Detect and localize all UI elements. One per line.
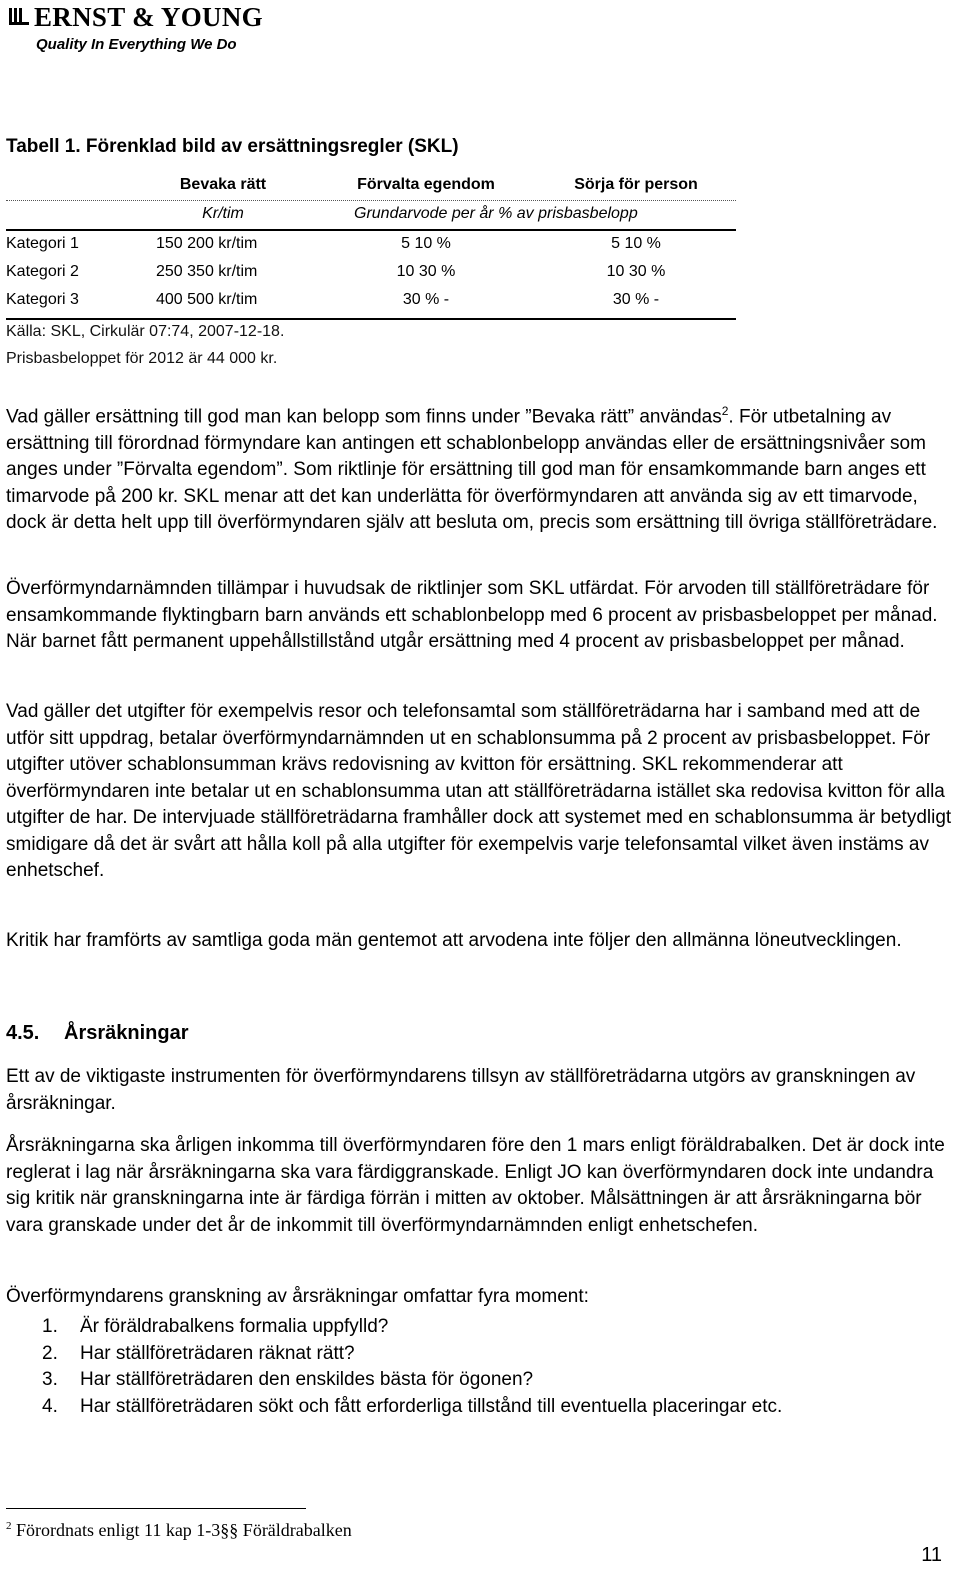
paragraph-text: Vad gäller det utgifter för exempelvis resor och telefonsamtal som ställföreträdarna har i samband med att de utför sitt uppdrag, betalar överförmyndarnämnden ut en schablonsumma på 2 procent av prisbasbeloppet. För utgifter utöver schablonsumman krävs redovisning av kvitton för ersättning. SKL rekommenderar att överförmyndaren inte betalar ut en schablonsumma utan att ställföreträdarna istället ska redovisa kvitton för alla utgifter de har. De intervjuade ställföreträdarna framhåller dock att systemet med en schablonsumma är betydligt smidigare då det är svårt att hålla koll på alla utgifter för exempelvis varje telefonsamtal vilket även instäms av enhetschef.	[6, 701, 952, 881]
logo-mark-icon	[8, 6, 30, 26]
paragraph-text: Ett av de viktigaste instrumenten för överförmyndarens tillsyn av ställföreträdarna utgörs av granskningen av årsräkningar.	[6, 1066, 916, 1114]
unit-right: Grundarvode per år % av prisbasbelopp	[354, 205, 638, 222]
moments-list	[42, 1314, 782, 1420]
paragraph-text: . För utbetalning av ersättning till förordnad förmyndare kan antingen ett schablonbelopp användas eller de ersättningsnivåer som anges under ”Förvalta egendom”. Som riktlinje för ersättning till god man för ensamkommande barn anges ett timarvode på 200 kr. SKL menar att det kan underlätta för överförmyndaren att använda sig av ett timarvode, dock är detta helt upp till överförmyndaren själv att besluta om, precis som ersättning till övriga ställföreträdare.	[6, 406, 938, 534]
table-bottom-rule	[6, 318, 736, 320]
section-heading	[6, 1022, 189, 1045]
unit-left: Kr/tim	[202, 205, 244, 222]
col-header-forvalta: Förvalta egendom	[357, 176, 495, 193]
cell-bevaka: 400 500 kr/tim	[156, 291, 258, 308]
unit-divider	[6, 229, 736, 231]
list-text: Har ställföreträdaren den enskildes bästa för ögonen?	[80, 1369, 534, 1390]
col-header-bevaka: Bevaka rätt	[179, 176, 267, 193]
logo-name: ERNST & YOUNG	[34, 2, 263, 32]
section-title: Årsräkningar	[64, 1022, 189, 1044]
list-text: Har ställföreträdaren räknat rätt?	[80, 1342, 355, 1364]
table-note: Prisbasbeloppet för 2012 är 44 000 kr.	[6, 350, 278, 367]
col-header-sorja: Sörja för person	[574, 176, 698, 193]
paragraph	[6, 1064, 954, 1117]
table-row	[6, 291, 736, 315]
footnote	[6, 1520, 352, 1541]
list-number: 4.	[42, 1395, 58, 1417]
cell-forvalta: 30 % -	[402, 291, 450, 308]
table-source: Källa: SKL, Cirkulär 07:74, 2007-12-18.	[6, 323, 285, 340]
list-number: 1.	[42, 1316, 58, 1337]
footnote-ref: 2	[721, 404, 729, 418]
list-text: Har ställföreträdaren sökt och fått erforderliga tillstånd till eventuella placeringar etc.	[80, 1395, 783, 1417]
list-number: 2.	[42, 1342, 58, 1364]
cell-sorja: 10 30 %	[606, 263, 666, 280]
paragraph	[6, 1284, 954, 1311]
ernst-young-logo	[8, 2, 268, 58]
paragraph-text: Kritik har framförts av samtliga goda män gentemot att arvodena inte följer den allmänna löneutvecklingen.	[6, 930, 902, 951]
paragraph-text: Överförmyndarens granskning av årsräkningar omfattar fyra moment:	[6, 1286, 589, 1307]
list-item	[42, 1341, 782, 1368]
paragraph-text: Överförmyndarnämnden tillämpar i huvudsak de riktlinjer som SKL utfärdat. För arvoden till ställföreträdare för ensamkommande flyktingbarn barn används ett schablonbelopp med 6 procent av prisbasbeloppet per månad. När barnet fått permanent uppehållstillstånd utgår ersättning med 4 procent av prisbasbeloppet per månad.	[6, 578, 938, 652]
list-text: Är föräldrabalkens formalia uppfylld?	[80, 1316, 389, 1337]
row-label: Kategori 1	[6, 235, 79, 252]
list-item	[42, 1394, 782, 1421]
logo-tagline: Quality In Everything We Do	[36, 36, 237, 53]
paragraph-text: Årsräkningarna ska årligen inkomma till överförmyndaren före den 1 mars enligt föräldrabalken. Det är dock inte reglerat i lag när årsräkningarna ska vara färdiggranskade. Enligt JO kan överförmyndaren dock inte undandra sig kritik när granskningarna inte är färdiga förrän i mitten av oktober. Målsättningen är att årsräkningarna bör vara granskade under det år de inkommit till överförmyndarnämnden enligt enhetschefen.	[6, 1135, 945, 1236]
cell-forvalta: 10 30 %	[396, 263, 456, 280]
cell-sorja: 5 10 %	[611, 235, 661, 252]
cell-forvalta: 5 10 %	[401, 235, 451, 252]
paragraph	[6, 928, 954, 955]
list-item	[42, 1314, 782, 1341]
table-header-row	[6, 176, 736, 200]
paragraph	[6, 1133, 954, 1239]
header-divider	[6, 200, 736, 201]
row-label: Kategori 2	[6, 263, 79, 280]
cell-bevaka: 150 200 kr/tim	[156, 235, 258, 252]
footnote-mark: 2	[6, 1520, 12, 1532]
paragraph	[6, 699, 954, 885]
paragraph-text: Vad gäller ersättning till god man kan belopp som finns under ”Bevaka rätt” användas	[6, 406, 722, 428]
paragraph	[6, 576, 954, 656]
footnote-text: Förordnats enligt 11 kap 1-3§§ Föräldrabalken	[16, 1520, 352, 1540]
table-row	[6, 263, 736, 287]
table-title: Tabell 1. Förenklad bild av ersättningsregler (SKL)	[6, 136, 459, 157]
footnote-separator	[6, 1508, 306, 1509]
paragraph	[6, 398, 954, 537]
list-item	[42, 1367, 782, 1394]
table-row	[6, 235, 736, 259]
cell-sorja: 30 % -	[612, 291, 660, 308]
list-number: 3.	[42, 1369, 58, 1390]
page-number: 11	[921, 1544, 942, 1566]
cell-bevaka: 250 350 kr/tim	[156, 263, 258, 280]
section-number: 4.5.	[6, 1022, 40, 1044]
row-label: Kategori 3	[6, 291, 79, 308]
table-unit-row	[6, 205, 736, 229]
